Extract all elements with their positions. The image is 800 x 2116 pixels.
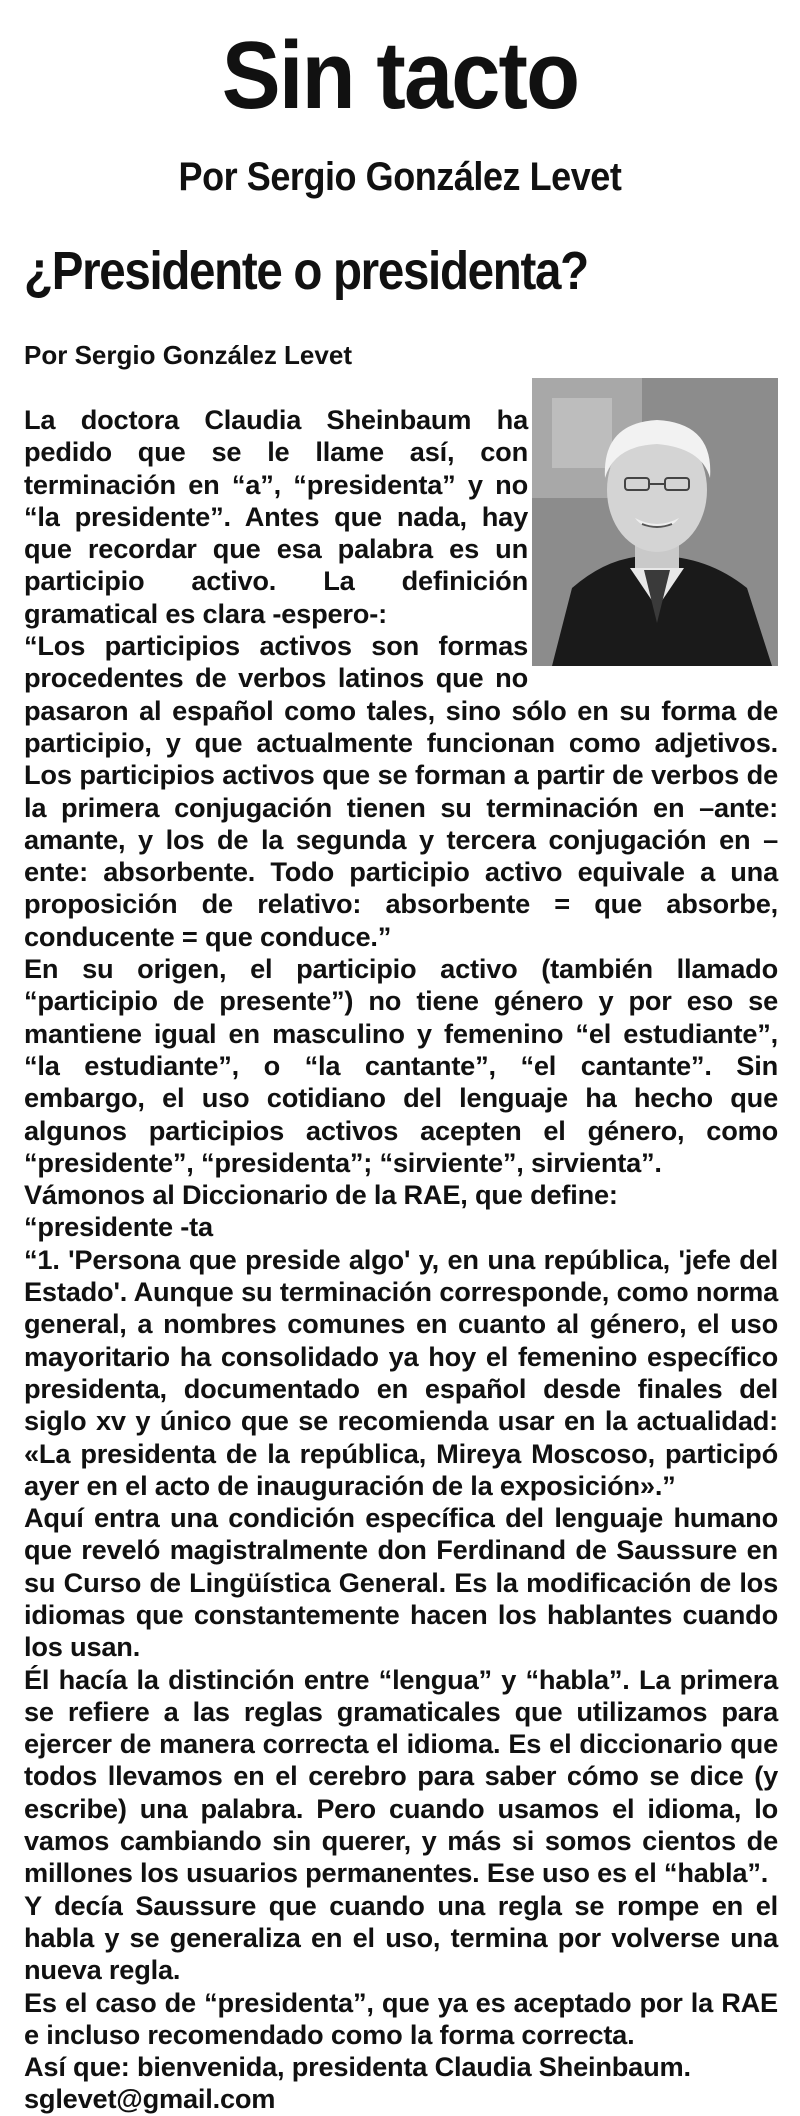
article-paragraph: “1. 'Persona que preside algo' y, en una república, 'jefe del Estado'. Aunque su terminación corresponde, como norma general, a nombres comunes en cuanto al género, el uso mayoritario ha consolidado ya hoy el femenino específico presidenta, documentado en español desde finales del siglo xv y único que se recomienda usar en la actualidad: «La presidenta de la república, Mireya Moscoso, participó ayer en el acto de inauguración de la exposición».” [24,1243,778,1501]
article-byline: Por Sergio González Levet [24,340,352,370]
article-paragraph: Así que: bienvenida, presidenta Claudia Sheinbaum. [24,2051,691,2083]
article-paragraph: En su origen, el participio activo (también llamado “participio de presente”) no tiene género y por eso se mantiene igual en masculino y femenino “el estudiante”, “la estudiante”, o “la cantante”, “el cantante”. Sin embargo, el uso cotidiano del lenguaje ha hecho que algunos participios activos acepten el género, como “presidente”, “presidenta”; “sirviente”, sirvienta”. [24,953,778,1178]
article-paragraph: La doctora Claudia Sheinbaum ha pedido que se le llame así, con terminación en “a”, “presidenta” y no “la presidente”. Antes que nada, hay que recordar que esa palabra es un participio activo. La definición gramatical es clara -espero-: [24,404,528,629]
article-paragraph: Vámonos al Diccionario de la RAE, que define: [24,1179,618,1211]
photo-space [528,404,778,686]
article-paragraph: “Los participios activos son formas procedentes de verbos latinos que no pasaron al español como tales, sino sólo en su forma de participio, y que actualmente funcionan como adjetivos. Los participios activos que se forman a partir de verbos de la primera conjugación tienen su terminación en –ante: amante, y los de la segunda y tercera conjugación en –ente: absorbente. Todo participio activo equivale a una proposición de relativo: absorbente = que absorbe, conducente = que conduce.” [24,630,778,952]
article-paragraph: Y decía Saussure que cuando una regla se rompe en el habla y se generaliza en el uso, termina por volverse una nueva regla. [24,1889,778,1986]
article-paragraph: Es el caso de “presidenta”, que ya es aceptado por la RAE e incluso recomendado como la forma correcta. [24,1986,778,2050]
article-paragraph: Aquí entra una condición específica del lenguaje humano que reveló magistralmente don Ferdinand de Saussure en su Curso de Lingüística General. Es la modificación de los idiomas que constantemente hacen los hablantes cuando los usan. [24,1502,778,1663]
article-body [24,404,778,2116]
article-paragraph: Él hacía la distinción entre “lengua” y “habla”. La primera se refiere a las reglas gramaticales que utilizamos para ejercer de manera correcta el idioma. Es el diccionario que todos llevamos en el cerebro para saber cómo se dice (y escribe) una palabra. Pero cuando usamos el idioma, lo vamos cambiando sin querer, y más si somos cientos de millones los usuarios permanentes. Ese uso es el “habla”. [24,1663,778,1889]
article-headline: ¿Presidente o presidenta? [24,241,588,301]
author-email[interactable]: sglevet@gmail.com [24,2083,276,2115]
article-paragraph: “presidente -ta [24,1211,213,1243]
column-byline: Por Sergio González Levet [178,155,622,199]
section-title: Sin tacto [221,22,579,129]
